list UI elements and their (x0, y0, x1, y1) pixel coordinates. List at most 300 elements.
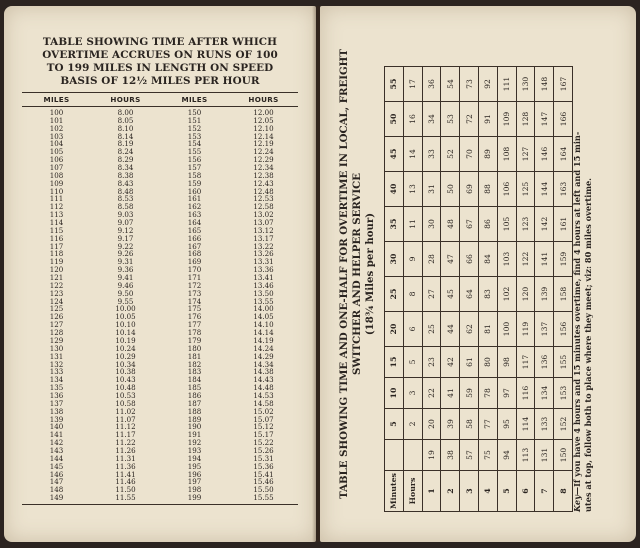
hours-value: 9.07 (117, 218, 134, 228)
overtime-value: 167 (554, 67, 573, 102)
hours-value: 13.26 (253, 249, 274, 259)
hours-value: 11.17 (115, 430, 136, 440)
hours-value: 14.24 (253, 343, 274, 353)
overtime-value: 17 (403, 67, 422, 102)
key-text-1: —If you have 4 hours and 15 minutes overtime, find 4 hours at left and 15 min- (572, 131, 582, 496)
hours-value: 10.58 (115, 398, 136, 408)
hour-row-header: 1 (422, 471, 441, 512)
miles-value: 194 (187, 453, 202, 463)
overtime-value: 5 (403, 347, 422, 378)
overtime-value: 22 (422, 378, 441, 409)
hour-row-header: 7 (535, 471, 554, 512)
minute-column-header: 10 (385, 378, 404, 409)
hours-value: 13.12 (253, 225, 274, 235)
hours-value: 14.53 (253, 390, 274, 400)
miles-value: 124 (49, 296, 64, 306)
miles-value: 112 (49, 202, 64, 212)
hours-value: 13.46 (253, 280, 274, 290)
miles-value: 123 (49, 288, 64, 298)
hours-value: 10.00 (115, 304, 136, 314)
hours-value: 11.07 (115, 414, 136, 424)
hours-value: 13.31 (253, 257, 274, 267)
overtime-value: 128 (516, 102, 535, 137)
overtime-value: 141 (535, 242, 554, 277)
overtime-value: 114 (516, 409, 535, 440)
overtime-value: 2 (403, 409, 422, 440)
miles-value: 121 (49, 273, 64, 283)
hours-value: 12.24 (253, 147, 274, 157)
overtime-value: 131 (535, 440, 554, 471)
overtime-row (441, 67, 460, 512)
miles-value: 191 (187, 430, 202, 440)
header-hours-2: HOURS (248, 95, 279, 104)
overtime-value: 98 (497, 347, 516, 378)
hours-value: 15.31 (253, 453, 274, 463)
hours-value: 10.48 (115, 383, 136, 393)
miles-value: 129 (49, 335, 64, 345)
miles-value: 170 (187, 265, 202, 275)
miles-value: 193 (187, 445, 202, 455)
miles-value: 181 (187, 351, 202, 361)
overtime-value: 123 (516, 207, 535, 242)
overtime-value: 136 (535, 347, 554, 378)
miles-value: 182 (187, 359, 202, 369)
overtime-value: 64 (460, 277, 479, 312)
miles-value: 164 (187, 218, 202, 228)
hours-value: 11.50 (115, 485, 136, 495)
overtime-row (460, 67, 479, 512)
hours-value: 15.17 (253, 430, 274, 440)
miles-value: 172 (187, 280, 202, 290)
miles-value: 105 (49, 147, 64, 157)
hours-value: 15.02 (253, 406, 274, 416)
hours-value: 13.50 (253, 288, 274, 298)
hours-value: 15.07 (253, 414, 274, 424)
miles-value: 155 (187, 147, 202, 157)
hours-value: 8.05 (117, 115, 134, 125)
miles-value: 138 (49, 406, 64, 416)
miles-hours-table (22, 92, 298, 505)
overtime-value: 127 (516, 137, 535, 172)
hours-value: 11.26 (115, 445, 136, 455)
overtime-value: 122 (516, 242, 535, 277)
overtime-value: 159 (554, 242, 573, 277)
overtime-value: 23 (422, 347, 441, 378)
hours-value: 10.24 (115, 343, 136, 353)
key-line-1 (572, 36, 583, 512)
hours-value: 8.29 (117, 155, 134, 165)
overtime-value: 25 (422, 312, 441, 347)
miles-column-1 (22, 109, 91, 502)
overtime-value: 57 (460, 440, 479, 471)
overtime-value: 139 (535, 277, 554, 312)
overtime-value: 69 (460, 172, 479, 207)
overtime-value: 137 (535, 312, 554, 347)
hours-value: 12.34 (253, 163, 274, 173)
overtime-row (422, 67, 441, 512)
miles-value: 134 (49, 375, 64, 385)
miles-value: 100 (49, 108, 64, 117)
hours-value: 9.31 (117, 257, 134, 267)
miles-value: 110 (49, 186, 64, 196)
miles-value: 154 (187, 139, 202, 149)
overtime-value: 34 (422, 102, 441, 137)
overtime-value: 9 (403, 242, 422, 277)
miles-value: 195 (187, 461, 202, 471)
left-table-title (22, 36, 298, 88)
miles-value: 157 (187, 163, 202, 173)
overtime-value: 125 (516, 172, 535, 207)
miles-value: 113 (49, 210, 64, 220)
right-title-line-1: TABLE SHOWING TIME AND ONE-HALF FOR OVERTIME IN LOCAL, FREIGHT (338, 49, 350, 499)
hours-value: 11.55 (115, 493, 136, 503)
overtime-value: 42 (441, 347, 460, 378)
hours-value: 15.46 (253, 477, 274, 487)
miles-value: 139 (49, 414, 64, 424)
hours-value: 13.41 (253, 273, 274, 283)
miles-value: 183 (187, 367, 202, 377)
right-table-title (338, 36, 377, 512)
hours-value: 8.14 (117, 131, 134, 141)
miles-value: 162 (187, 202, 202, 212)
miles-value: 186 (187, 390, 202, 400)
minute-column-header: 50 (385, 102, 404, 137)
hours-value: 8.43 (117, 178, 134, 188)
overtime-row (516, 67, 535, 512)
miles-value: 158 (187, 170, 202, 180)
overtime-value: 106 (497, 172, 516, 207)
miles-value: 120 (49, 265, 64, 275)
right-page (320, 6, 636, 542)
overtime-value: 92 (478, 67, 497, 102)
hours-value: 9.26 (117, 249, 134, 259)
hours-value: 9.55 (117, 296, 134, 306)
miles-value: 119 (49, 257, 64, 267)
miles-value: 171 (187, 273, 202, 283)
overtime-value: 38 (441, 440, 460, 471)
miles-value: 189 (187, 414, 202, 424)
hour-row-header: 8 (554, 471, 573, 512)
overtime-key-note (572, 36, 594, 512)
overtime-value: 163 (554, 172, 573, 207)
overtime-row (535, 67, 554, 512)
hour-row-header: 4 (478, 471, 497, 512)
hours-value: 14.00 (253, 304, 274, 314)
overtime-value: 164 (554, 137, 573, 172)
miles-hours-header (22, 93, 298, 107)
hours-value: 14.58 (253, 398, 274, 408)
overtime-value: 20 (422, 409, 441, 440)
overtime-value: 45 (441, 277, 460, 312)
hours-value: 9.46 (117, 280, 134, 290)
miles-value: 168 (187, 249, 202, 259)
miles-value: 125 (49, 304, 64, 314)
miles-hours-body (22, 107, 298, 504)
overtime-value: 19 (422, 440, 441, 471)
hours-value: 8.34 (117, 163, 134, 173)
overtime-value: 14 (403, 137, 422, 172)
left-page (4, 6, 316, 542)
miles-value: 133 (49, 367, 64, 377)
hours-value: 14.48 (253, 383, 274, 393)
miles-value: 144 (49, 453, 64, 463)
overtime-value: 95 (497, 409, 516, 440)
overtime-value: 75 (478, 440, 497, 471)
miles-value: 167 (187, 241, 202, 251)
hours-value: 9.41 (117, 273, 134, 283)
left-title-line-4: BASIS OF 12½ MILES PER HOUR (60, 75, 260, 87)
overtime-value: 73 (460, 67, 479, 102)
hours-value: 8.48 (117, 186, 134, 196)
hours-column-1 (91, 109, 160, 502)
hours-value: 14.43 (253, 375, 274, 385)
hours-value: 9.03 (117, 210, 134, 220)
hours-value: 10.19 (115, 335, 136, 345)
miles-value: 185 (187, 383, 202, 393)
hours-value: 12.14 (253, 131, 274, 141)
overtime-value: 84 (478, 242, 497, 277)
hours-value: 14.10 (253, 320, 274, 330)
miles-value: 161 (187, 194, 202, 204)
overtime-value: 97 (497, 378, 516, 409)
hours-value: 11.22 (115, 438, 136, 448)
miles-value: 137 (49, 398, 64, 408)
key-line-2: utes at top, follow both to place where they meet; viz: 80 miles overtime. (583, 177, 593, 512)
miles-value: 156 (187, 155, 202, 165)
hours-value: 9.22 (117, 241, 134, 251)
miles-value: 126 (49, 312, 64, 322)
overtime-row (554, 67, 573, 512)
key-label: Key (572, 495, 582, 512)
overtime-value: 48 (441, 207, 460, 242)
hours-value: 14.05 (253, 312, 274, 322)
overtime-value: 100 (497, 312, 516, 347)
overtime-value: 47 (441, 242, 460, 277)
overtime-value: 66 (460, 242, 479, 277)
miles-value: 142 (49, 438, 64, 448)
overtime-table (384, 66, 573, 512)
overtime-value: 142 (535, 207, 554, 242)
miles-value: 143 (49, 445, 64, 455)
hours-value: 9.17 (117, 233, 134, 243)
miles-value: 108 (49, 170, 64, 180)
hours-value: 15.12 (253, 422, 274, 432)
miles-value: 109 (49, 178, 64, 188)
hours-value: 13.55 (253, 296, 274, 306)
miles-value: 103 (49, 131, 64, 141)
hours-value: 8.58 (117, 202, 134, 212)
overtime-value: 52 (441, 137, 460, 172)
hours-column-2 (229, 109, 298, 502)
overtime-value: 44 (441, 312, 460, 347)
miles-value: 160 (187, 186, 202, 196)
miles-value: 151 (187, 115, 202, 125)
overtime-value: 81 (478, 312, 497, 347)
hours-value: 13.22 (253, 241, 274, 251)
miles-value: 196 (187, 469, 202, 479)
right-title-line-2: SWITCHER AND HELPER SERVICE (351, 173, 363, 376)
miles-value: 166 (187, 233, 202, 243)
miles-value: 136 (49, 390, 64, 400)
miles-column-2 (160, 109, 229, 502)
hours-value: 11.12 (115, 422, 136, 432)
overtime-value: 120 (516, 277, 535, 312)
hours-value: 14.19 (253, 335, 274, 345)
minute-column-header: 30 (385, 242, 404, 277)
hours-value: 9.36 (117, 265, 134, 275)
miles-value: 175 (187, 304, 202, 314)
miles-value: 128 (49, 328, 64, 338)
overtime-value: 59 (460, 378, 479, 409)
miles-value: 173 (187, 288, 202, 298)
miles-value: 111 (49, 194, 64, 204)
miles-value: 199 (187, 493, 202, 503)
hours-value: 12.19 (253, 139, 274, 149)
overtime-value: 89 (478, 137, 497, 172)
hours-value: 13.17 (253, 233, 274, 243)
miles-value: 104 (49, 139, 64, 149)
hours-value: 10.14 (115, 328, 136, 338)
hours-value: 12.53 (253, 194, 274, 204)
empty-cell (403, 440, 422, 471)
overtime-value: 94 (497, 440, 516, 471)
hours-value: 10.29 (115, 351, 136, 361)
miles-value: 146 (49, 469, 64, 479)
miles-value: 149 (49, 493, 64, 503)
overtime-row (497, 67, 516, 512)
hours-value: 14.34 (253, 359, 274, 369)
miles-value: 145 (49, 461, 64, 471)
miles-value: 106 (49, 155, 64, 165)
overtime-value: 62 (460, 312, 479, 347)
overtime-value: 80 (478, 347, 497, 378)
overtime-value: 105 (497, 207, 516, 242)
minutes-label: Minutes (385, 471, 404, 512)
miles-value: 141 (49, 430, 64, 440)
miles-value: 107 (49, 163, 64, 173)
minutes-header-row (385, 67, 404, 512)
overtime-value: 86 (478, 207, 497, 242)
hours-value: 11.31 (115, 453, 136, 463)
miles-value: 116 (49, 233, 64, 243)
miles-value: 131 (49, 351, 64, 361)
overtime-row (478, 67, 497, 512)
miles-value: 188 (187, 406, 202, 416)
overtime-value: 91 (478, 102, 497, 137)
overtime-value: 50 (441, 172, 460, 207)
miles-value: 197 (187, 477, 202, 487)
overtime-value: 102 (497, 277, 516, 312)
hours-value: 12.48 (253, 186, 274, 196)
hours-value: 9.50 (117, 288, 134, 298)
miles-value: 176 (187, 312, 202, 322)
overtime-value: 61 (460, 347, 479, 378)
miles-value: 132 (49, 359, 64, 369)
miles-value: 198 (187, 485, 202, 495)
overtime-value: 109 (497, 102, 516, 137)
overtime-value: 116 (516, 378, 535, 409)
overtime-value: 113 (516, 440, 535, 471)
minute-column-header: 35 (385, 207, 404, 242)
miles-value: 178 (187, 328, 202, 338)
hours-value: 10.34 (115, 359, 136, 369)
hours-value: 15.22 (253, 438, 274, 448)
rotated-overtime-block (338, 36, 618, 512)
miles-value: 177 (187, 320, 202, 330)
hours-value: 8.24 (117, 147, 134, 157)
header-miles-1: MILES (43, 95, 70, 104)
miles-value: 163 (187, 210, 202, 220)
overtime-value: 158 (554, 277, 573, 312)
miles-value: 118 (49, 249, 64, 259)
minute-column-header: 25 (385, 277, 404, 312)
overtime-value: 11 (403, 207, 422, 242)
overtime-value: 152 (554, 409, 573, 440)
hours-value: 15.50 (253, 485, 274, 495)
miles-value: 114 (49, 218, 64, 228)
minute-column-header: 15 (385, 347, 404, 378)
miles-value: 190 (187, 422, 202, 432)
hours-value: 10.05 (115, 312, 136, 322)
hours-value: 14.14 (253, 328, 274, 338)
hours-value: 10.53 (115, 390, 136, 400)
hours-label-row (403, 67, 422, 512)
minute-column-header: 20 (385, 312, 404, 347)
overtime-value: 67 (460, 207, 479, 242)
hours-value: 12.29 (253, 155, 274, 165)
hour-row-header: 5 (497, 471, 516, 512)
overtime-value: 58 (460, 409, 479, 440)
miles-value: 140 (49, 422, 64, 432)
overtime-value: 77 (478, 409, 497, 440)
hours-value: 12.38 (253, 170, 274, 180)
miles-value: 127 (49, 320, 64, 330)
overtime-value: 156 (554, 312, 573, 347)
hours-value: 10.38 (115, 367, 136, 377)
overtime-value: 78 (478, 378, 497, 409)
minute-column-header: 40 (385, 172, 404, 207)
hour-row-header: 2 (441, 471, 460, 512)
minute-column-header: 45 (385, 137, 404, 172)
hours-value: 15.36 (253, 461, 274, 471)
left-title-line-2: OVERTIME ACCRUES ON RUNS OF 100 (42, 49, 278, 61)
minute-column-header: 55 (385, 67, 404, 102)
hours-value: 10.10 (115, 320, 136, 330)
overtime-value: 88 (478, 172, 497, 207)
miles-value: 147 (49, 477, 64, 487)
overtime-value: 166 (554, 102, 573, 137)
miles-value: 135 (49, 383, 64, 393)
hours-value: 15.41 (253, 469, 274, 479)
hours-value: 11.46 (115, 477, 136, 487)
header-miles-2: MILES (181, 95, 208, 104)
hours-value: 10.43 (115, 375, 136, 385)
miles-value: 102 (49, 123, 64, 133)
miles-value: 174 (187, 296, 202, 306)
overtime-value: 111 (497, 67, 516, 102)
miles-value: 153 (187, 131, 202, 141)
hour-row-header: 3 (460, 471, 479, 512)
hours-value: 11.41 (115, 469, 136, 479)
overtime-value: 54 (441, 67, 460, 102)
miles-value: 184 (187, 375, 202, 385)
hours-value: 15.26 (253, 445, 274, 455)
overtime-value: 3 (403, 378, 422, 409)
miles-value: 180 (187, 343, 202, 353)
right-title-line-3: (18¾ Miles per hour) (364, 212, 376, 336)
overtime-value: 8 (403, 277, 422, 312)
hours-value: 14.38 (253, 367, 274, 377)
